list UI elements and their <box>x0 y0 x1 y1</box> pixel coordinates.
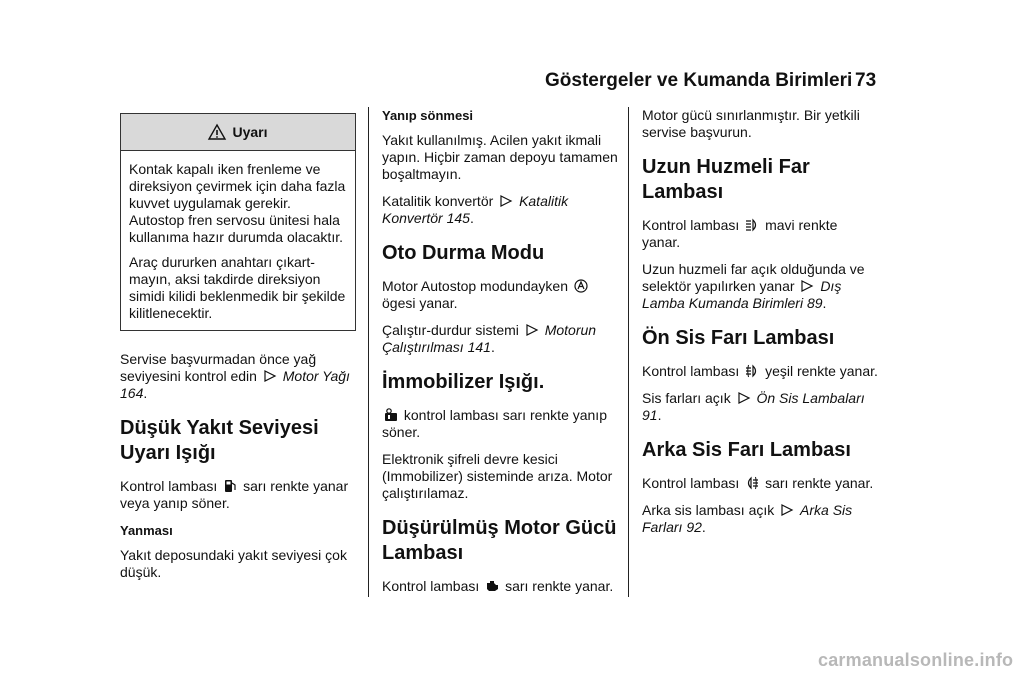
ref-page-link[interactable]: 89 <box>806 295 823 311</box>
ref-triangle-icon <box>525 323 539 337</box>
ref-triangle-icon <box>800 279 814 293</box>
startstop-paragraph: Çalıştır-durdur sistemi Motorun Çalıştırılması 141. <box>382 322 597 355</box>
front-fog-text: Kontrol lambası <box>642 363 740 379</box>
warning-header <box>121 114 355 151</box>
subheading-flash: Yanıp sönmesi <box>382 108 474 123</box>
ref-page-link[interactable]: 141 <box>467 339 491 355</box>
rear-fog-text: sarı renkte yanar. <box>765 475 874 491</box>
ref-triangle-icon <box>737 391 751 405</box>
section-heading-rear-fog: Arka Sis Farı Lambası <box>642 439 851 461</box>
engine-power-icon <box>485 579 499 593</box>
cross-reference-link[interactable]: Katalitik Konvertör <box>382 193 569 226</box>
engine-power-text: Kontrol lambası <box>382 578 480 594</box>
column-3 <box>642 107 878 546</box>
front-fog-paragraph <box>642 363 878 380</box>
watermark: carmanualsonline.info <box>818 650 1013 670</box>
high-beam-text: Kontrol lambası <box>642 217 740 233</box>
section-heading-autostop: Oto Durma Modu <box>382 242 545 264</box>
section-heading-engine-power: Düşürülmüş Motor Gücü Lambası <box>382 517 617 564</box>
warning-triangle-icon <box>208 124 226 140</box>
ref-page-link[interactable]: 91 <box>642 407 658 423</box>
ref-triangle-icon <box>780 503 794 517</box>
lit-paragraph: Yakıt deposundaki yakıt seviyesi çok düşük. <box>120 547 347 580</box>
warning-title: Uyarı <box>232 123 268 140</box>
warning-box <box>120 113 356 331</box>
catalytic-text: Katalitik konvertör <box>382 193 494 209</box>
rear-fog-icon <box>745 476 759 490</box>
high-beam-paragraph <box>642 217 878 251</box>
ref-page-link[interactable]: 92 <box>686 519 702 535</box>
catalytic-paragraph: Katalitik konvertör Katalitik Konvertör 145. <box>382 193 569 226</box>
ref-page-link[interactable]: 145 <box>446 210 470 226</box>
section-heading-immobilizer: İmmobilizer Işığı. <box>382 371 545 393</box>
front-fog-icon <box>745 364 759 378</box>
warning-paragraph: Araç dururken anahtarı çıkart-mayın, aksi takdirde direksiyon simidi kilidi beklenmedik bir şekilde kilitlenecektir. <box>129 254 346 321</box>
high-beam-text: Uzun huzmeli far açık olduğunda ve selektör yapılırken yanar <box>642 261 865 294</box>
engine-power-paragraph-2: Motor gücü sınırlanmıştır. Bir yetkili servise başvurun. <box>642 107 860 140</box>
column-divider <box>628 107 629 597</box>
rear-fog-text: Arka sis lambası açık <box>642 502 775 518</box>
section-heading-fuel: Düşük Yakıt Seviyesi Uyarı Işığı <box>120 417 319 464</box>
high-beam-paragraph-2: Uzun huzmeli far açık olduğunda ve selektör yapılırken yanar Dış Lamba Kumanda Birimleri 89. <box>642 261 865 311</box>
immobilizer-paragraph <box>382 407 618 441</box>
rear-fog-text: Kontrol lambası <box>642 475 740 491</box>
immobilizer-icon <box>384 408 398 422</box>
column-1 <box>120 107 356 591</box>
autostop-text: Motor Autostop modundayken <box>382 278 569 294</box>
page-header-title: Göstergeler ve Kumanda Birimleri <box>545 70 853 91</box>
immobilizer-paragraph-2: Elektronik şifreli devre kesici (Immobilizer) sisteminde arıza. Motor çalıştırılamaz. <box>382 451 613 501</box>
fuel-icon <box>223 479 237 493</box>
warning-paragraph: Kontak kapalı iken frenleme ve direksiyon çevirmek için daha fazla kuvvet uygulamak gerekir. Autostop fren servosu ünitesi hala kullanıma hazır durumda olacaktır. <box>129 161 346 245</box>
section-heading-front-fog: Ön Sis Farı Lambası <box>642 327 835 349</box>
engine-power-text: sarı renkte yanar. <box>505 578 614 594</box>
startstop-text: Çalıştır-durdur sistemi <box>382 322 519 338</box>
oil-text: Servise başvurmadan önce yağ seviyesini kontrol edin <box>120 351 317 384</box>
section-heading-high-beam: Uzun Huzmeli Far Lambası <box>642 156 810 203</box>
subheading-lit: Yanması <box>120 523 173 538</box>
ref-triangle-icon <box>263 369 277 383</box>
cross-reference-link[interactable]: Ön Sis Lambaları <box>756 390 865 406</box>
flash-paragraph: Yakıt kullanılmış. Acilen yakıt ikmali yapın. Hiçbir zaman depoyu tamamen boşaltmayın. <box>382 132 618 182</box>
cross-reference-link[interactable]: Dış Lamba Kumanda Birimleri <box>642 278 842 311</box>
page-number: 73 <box>855 70 877 91</box>
fuel-text: Kontrol lambası <box>120 478 218 494</box>
front-fog-paragraph-2: Sis farları açık Ön Sis Lambaları 91. <box>642 390 865 423</box>
front-fog-text: Sis farları açık <box>642 390 731 406</box>
oil-paragraph: Servise başvurmadan önce yağ seviyesini kontrol edin Motor Yağı 164. <box>120 351 350 401</box>
high-beam-text: mavi renkte yanar. <box>642 217 838 250</box>
engine-power-paragraph <box>382 578 618 595</box>
high-beam-icon <box>745 218 759 232</box>
ref-page-link[interactable]: 164 <box>120 385 144 401</box>
front-fog-text: yeşil renkte yanar. <box>765 363 878 379</box>
rear-fog-paragraph <box>642 475 878 492</box>
cross-reference-link[interactable]: Motorun Çalıştırılması <box>382 322 597 355</box>
autostop-text: ögesi yanar. <box>382 295 458 311</box>
rear-fog-paragraph-2: Arka sis lambası açık Arka Sis Farları 92. <box>642 502 853 535</box>
fuel-text: sarı renkte yanar veya yanıp söner. <box>120 478 349 511</box>
autostop-paragraph <box>382 278 618 312</box>
immobilizer-text: kontrol lambası sarı renkte yanıp söner. <box>382 407 607 440</box>
autostop-icon <box>574 279 588 293</box>
ref-triangle-icon <box>499 194 513 208</box>
cross-reference-link[interactable]: Arka Sis Farları <box>642 502 853 535</box>
column-2 <box>382 107 618 605</box>
fuel-paragraph <box>120 478 356 512</box>
cross-reference-link[interactable]: Motor Yağı <box>282 368 350 384</box>
column-divider <box>368 107 369 597</box>
